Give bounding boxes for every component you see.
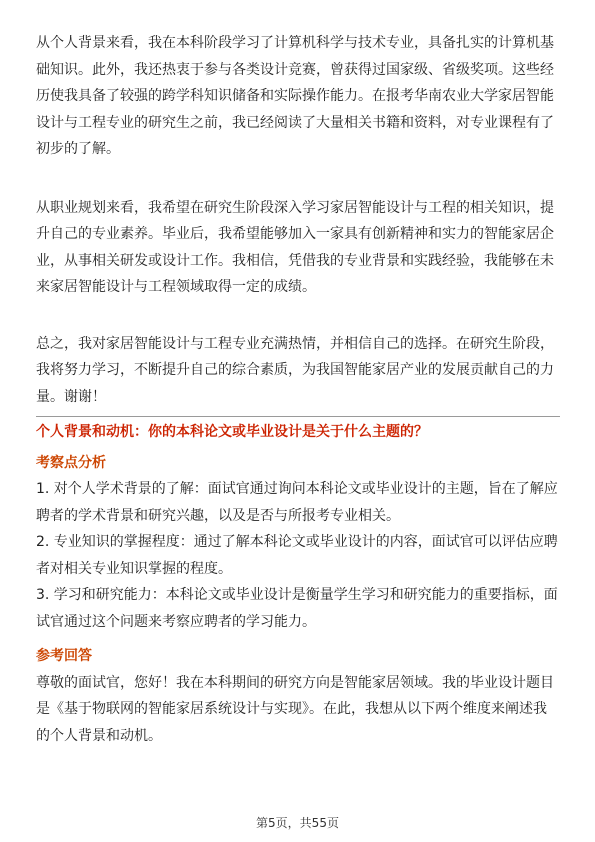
section-divider [36,416,560,417]
paragraph-personal-background: 从个人背景来看，我在本科阶段学习了计算机科学与技术专业，具备扎实的计算机基础知识。此外，我还热衷于参与各类设计竞赛，曾获得过国家级、省级奖项。这些经历使我具备了较强的跨学科知识储备和实际操作能力。在报考华南农业大学家居智能设计与工程专业的研究生之前，我已经阅读了大量相关书籍和资料，对专业课程有了初步的了解。 [36,35,554,157]
analysis-item: 3. 学习和研究能力：本科论文或毕业设计是衡量学生学习和研究能力的重要指标，面试官通过这个问题来考察应聘者的学习能力。 [36,587,558,630]
page-number: 第5页，共55页 [256,816,339,830]
spacer [36,163,560,195]
spacer [36,301,560,331]
reference-answer-text: 尊敬的面试官，您好！我在本科期间的研究方向是智能家居领域。我的毕业设计题目是《基于物联网的智能家居系统设计与实现》。在此，我想从以下两个维度来阐述我的个人背景和动机。 [36,674,554,744]
document-page [36,30,560,749]
analysis-item: 1. 对个人学术背景的了解：面试官通过询问本科论文或毕业设计的主题，旨在了解应聘者的学术背景和研究兴趣，以及是否与所报考专业相关。 [36,481,558,524]
question-title: 个人背景和动机：你的本科论文或毕业设计是关于什么主题的？ [36,424,428,440]
reference-answer-heading: 参考回答 [36,648,92,664]
paragraph-career-plan: 从职业规划来看，我希望在研究生阶段深入学习家居智能设计与工程的相关知识，提升自己的专业素养。毕业后，我希望能够加入一家具有创新精神和实力的智能家居企业，从事相关研发或设计工作。我相信，凭借我的专业背景和实践经验，我能够在未来家居智能设计与工程领域取得一定的成绩。 [36,199,554,295]
paragraph-conclusion: 总之，我对家居智能设计与工程专业充满热情，并相信自己的选择。在研究生阶段，我将努力学习，不断提升自己的综合素质，为我国智能家居产业的发展贡献自己的力量。谢谢！ [36,335,554,405]
analysis-heading: 考察点分析 [36,454,106,471]
analysis-item: 2. 专业知识的掌握程度：通过了解本科论文或毕业设计的内容，面试官可以评估应聘者对相关专业知识掌握的程度。 [36,534,558,577]
